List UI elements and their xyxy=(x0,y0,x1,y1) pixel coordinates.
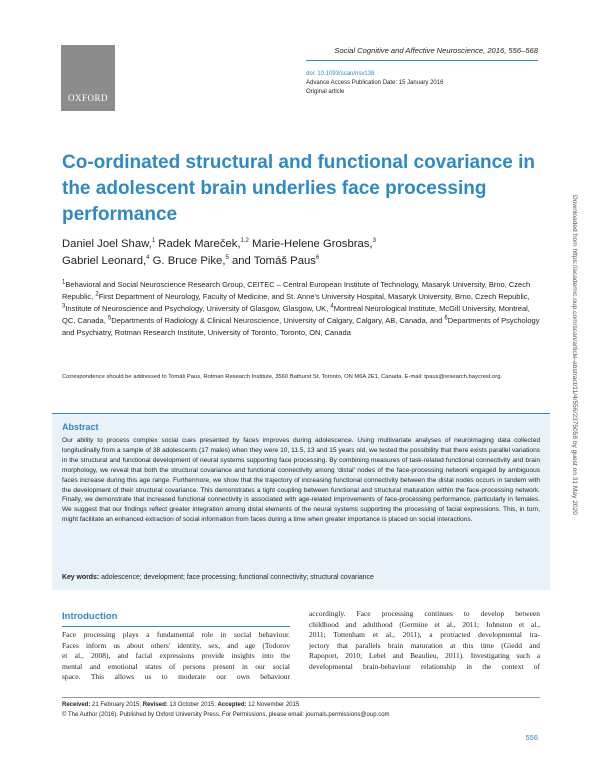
text-line: Faces inform us about others' identity, sex, and age (Todorov xyxy=(62,640,290,650)
introduction-right-column xyxy=(309,609,540,673)
logo-text: OXFORD xyxy=(67,93,108,103)
copyright-notice: © The Author (2016). Published by Oxford University Press. For Permissions, please email: journals.permissions@oup.com xyxy=(62,712,390,718)
keywords-label: Key words: xyxy=(62,574,100,581)
affiliation: Behavioral and Social Neuroscience Research Group, CEITEC – Central European Institute of Technology, Masaryk University, Brno, Czech Republic, xyxy=(62,280,531,301)
author: Radek Mareček,$^{1,2}$ xyxy=(158,238,249,250)
introduction-rule xyxy=(62,626,290,627)
author-list xyxy=(62,236,542,270)
text-line: 2011; Tottenham et al., 2011), a protracted developmental tra- xyxy=(309,630,540,640)
text-line: developmental brain-behaviour relationship in the context of xyxy=(309,661,540,671)
introduction-heading: Introduction xyxy=(62,611,118,622)
affiliation: Montreal Neurological Institute, McGill University, Montreal, QC, Canada, xyxy=(62,304,530,325)
text-line: et al., 2008), and facial expressions provide insights into the xyxy=(62,651,290,661)
author: G. Bruce Pike,$^5$ xyxy=(152,255,229,267)
journal-citation: Social Cognitive and Affective Neuroscience, 2016, 556–568 xyxy=(334,46,538,55)
text-line: mental and emotional states of persons present in our social xyxy=(62,661,290,671)
affiliation: Institute of Neuroscience and Psychology, University of Glasgow, Glasgow, UK, xyxy=(65,304,331,313)
abstract-text: Our ability to process complex social cues presented by faces improves during adolescence. Using multivariate analyses of neuroimaging data collected longitudinally from a sample of 38 adolescents (17 males) when they were 10, 11.5, 13 and 15 years old, we tested the possibility that there exists parallel variations in the structural and functional development of neural systems supporting face processing. By combining measures of task-related functional connectivity and brain morphology, we reveal that both the structural covariance and functional connectivity among 'distal' nodes of the face-processing network engaged by ambiguous faces increase during this age range. Furthermore, we show that the trajectory of increasing functional connectivity between the distal nodes occurs in tandem with the development of their structural covariance. This demonstrates a tight coupling between functional and structural maturation within the face-processing network. Finally, we demonstrate that increased functional connectivity is associated with age-related improvements of face-processing performance, particularly in females. We suggest that our findings reflect greater integration among distal elements of the neural systems supporting the processing of facial expressions. This, in turn, might facilitate an enhanced extraction of social information from faces during a time when greater importance is placed on social interactions. xyxy=(62,437,540,524)
text-line: jectory that parallels brain maturation at this time (Giedd and xyxy=(309,640,540,650)
abstract-heading: Abstract xyxy=(62,422,99,432)
submission-dates: Received: 21 February 2015; Revised: 13 October 2015; Accepted: 12 November 2015 xyxy=(62,702,300,708)
advance-access-date: Advance Access Publication Date: 15 January 2016 xyxy=(306,80,444,86)
article-type: Original article xyxy=(306,89,345,95)
oxford-logo xyxy=(61,45,115,111)
author: Marie-Helene Grosbras,$^3$ xyxy=(252,238,376,250)
article-meta xyxy=(306,70,443,97)
author: Gabriel Leonard,$^4$ xyxy=(62,255,150,267)
text-line: Rapoport, 2010; Lebel and Beaulieu, 2011). Investigating such a xyxy=(309,651,540,661)
affiliation: First Department of Neurology, Faculty of Medicine, and St. Anne's University Hospital, Masaryk University, Brno, Czech Republic, xyxy=(98,292,530,301)
page-number: 556 xyxy=(525,733,538,742)
affiliations: $^1$Behavioral and Social Neuroscience Research Group, CEITEC – Central European Institute of Technology, Masaryk University, Brno, Czech Republic, $^2$First Department of Neurology, Faculty of Medicine, and St. Anne's University Hospital, Masaryk University, Brno, Czech Republic, $^3$Institute of Neuroscience and Psychology, University of Glasgow, Glasgow, UK, $^4$Montreal Neurological Institute, McGill University, Montreal, QC, Canada, $^5$Departments of Radiology & Clinical Neuroscience, University of Calgary, Calgary, AB, Canada, and $^6$Departments of Psychology and Psychiatry, Rotman Research Institute, University of Toronto, Toronto, ON, Canada xyxy=(62,279,540,337)
abstract-top-rule xyxy=(52,413,550,414)
introduction-left-column xyxy=(62,630,290,683)
article-title: Co-ordinated structural and functional covariance in the adolescent brain underlies face processing performance xyxy=(62,152,535,225)
affiliation: Departments of Radiology & Clinical Neuroscience, University of Calgary, Calgary, AB, Canada, and xyxy=(111,316,445,325)
footer-divider xyxy=(62,697,540,698)
doi-link[interactable]: doi: 10.1093/scan/nsv138 xyxy=(306,71,375,77)
keywords-list: adolescence; development; face processing; functional connectivity; structural covariance xyxy=(101,574,374,581)
author: Daniel Joel Shaw,$^1$ xyxy=(62,238,156,250)
text-line: space. This allows us to moderate our own behaviour xyxy=(62,672,290,682)
correspondence-note: Correspondence should be addressed to Tomáš Paus, Rotman Research Institute, 3560 Bathurst St, Toronto, ON M6A 2E1, Canada. E-mail: tpaus@research.baycrest.org. xyxy=(62,374,503,380)
author: and Tomáš Paus$^6$ xyxy=(231,255,320,267)
keywords xyxy=(62,574,540,581)
download-note: Downloaded from https://academic.oup.com/scan/article-abstract/11/4/556/2375058 by guest on 31 May 2020 xyxy=(571,195,578,515)
header-divider xyxy=(306,60,538,61)
affiliation: Departments of Psychology and Psychiatry, Rotman Research Institute, University of Toronto, Toronto, ON, Canada xyxy=(62,316,540,337)
text-line: childhood and adulthood (Germine et al., 2011; Johnston et al., xyxy=(309,619,540,629)
text-line: accordingly. Face processing continues to develop between xyxy=(309,609,540,618)
text-line: Face processing plays a fundamental role in social behaviour. xyxy=(62,630,290,639)
